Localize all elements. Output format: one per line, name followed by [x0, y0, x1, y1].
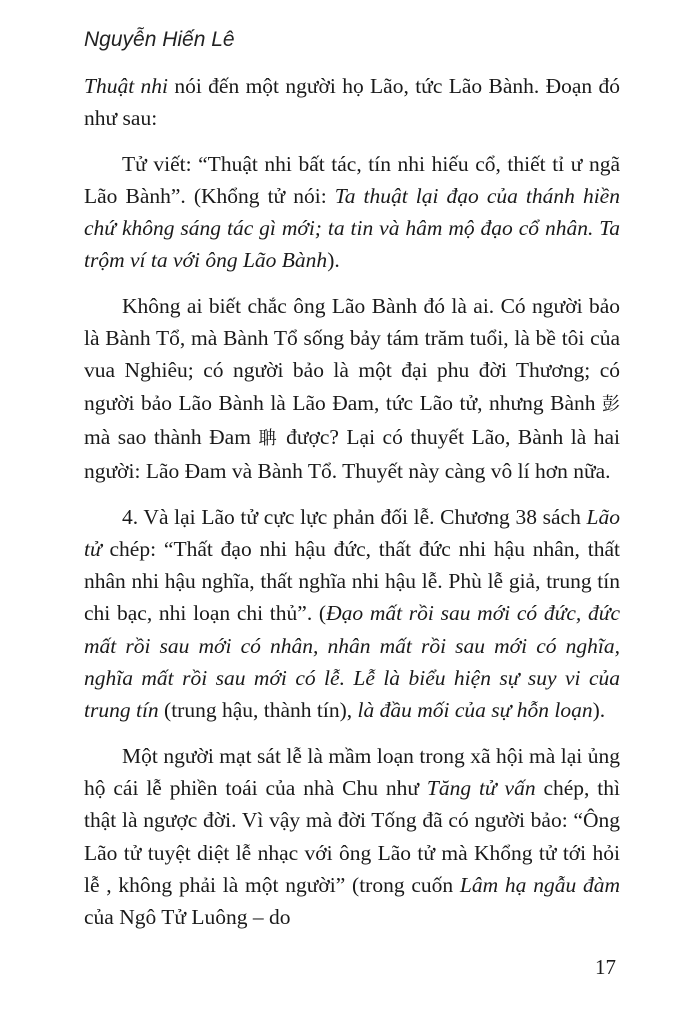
text-span: được? Lại có thuyết Lão, Bành là hai người: Lão Đam và Bành Tổ. Thuyết này càng vô lí hơn nữa.: [84, 424, 620, 484]
text-span: 4. Và lại Lão tử cực lực phản đối lễ. Chương 38 sách: [122, 504, 587, 529]
italic-translation: Ta thuật lại đạo của thánh hiền chứ không sáng tác gì mới; ta tin và hâm mộ đạo cổ nhân. Ta trộm ví ta với ông Lão Bành: [84, 183, 620, 273]
text-span: Tử viết: “Thuật nhi bất tác, tín nhi hiếu cổ, thiết tỉ ư ngã Lão Bành”. (Khổng tử nói:: [84, 151, 620, 208]
paragraph-1: [84, 70, 620, 135]
italic-title: Lâm hạ ngẫu đàm: [459, 872, 620, 897]
text-span: chép, thì thật là ngược đời. Vì vậy mà đời Tống đã có người bảo: “Ông Lão tử tuyệt diệt lễ nhạc với ông Lão tử mà Khổng tử tới hỏi lễ , không phải là một người” (trong cuốn: [84, 775, 620, 897]
italic-translation: Đạo mất rồi sau mới có đức, đức mất rồi sau mới có nhân, nhân mất rồi sau mới có nghĩa, nghĩa mất rồi sau mới có lễ. Lễ là biểu hiện sự suy vi của trung tín: [84, 601, 620, 723]
text-span: ).: [592, 698, 606, 723]
italic-title: Tăng tử vấn: [426, 775, 536, 800]
han-character: 聃: [258, 427, 279, 449]
italic-title: Thuật nhi: [84, 74, 169, 98]
italic-translation: là đầu mối của sự hỗn loạn: [357, 698, 593, 723]
text-span: ).: [327, 248, 340, 273]
paragraph-5: [84, 740, 620, 934]
running-header-author: Nguyễn Hiến Lê: [84, 28, 235, 51]
text-span: Không ai biết chắc ông Lão Bành đó là ai. Có người bảo là Bành Tổ, mà Bành Tổ sống bảy tám trăm tuổi, là bề tôi của vua Nghiêu; có người bảo là một đại phu đời Thương; có người bảo Lão Bành là Lão Đam, tức Lão tử, nhưng Bành: [84, 293, 620, 415]
paragraph-2: [84, 148, 620, 277]
text-span: mà sao thành Đam: [84, 424, 259, 449]
text-span: nói đến một người họ Lão, tức Lão Bành. Đoạn đó như sau:: [84, 74, 621, 131]
paragraph-3: [84, 290, 620, 488]
text-span: chép: “Thất đạo nhi hậu đức, thất đức nhi hậu nhân, thất nhân nhi hậu nghĩa, thất nghĩa nhi hậu lễ. Phù lễ giả, trung tín chi bạc, nhi loạn chi thủ”. (: [84, 536, 620, 626]
han-character: 彭: [602, 393, 620, 415]
text-span: Một người mạt sát lễ là mầm loạn trong xã hội mà lại ủng hộ cái lễ phiền toái của nhà Chu như: [84, 743, 620, 800]
page-body: [84, 70, 620, 946]
italic-title: Lão tử: [84, 504, 620, 561]
text-span: của Ngô Tử Luông – do: [84, 905, 291, 930]
paragraph-4: [84, 501, 620, 727]
page-number: 17: [595, 955, 616, 979]
text-span: (trung hậu, thành tín),: [158, 698, 358, 723]
